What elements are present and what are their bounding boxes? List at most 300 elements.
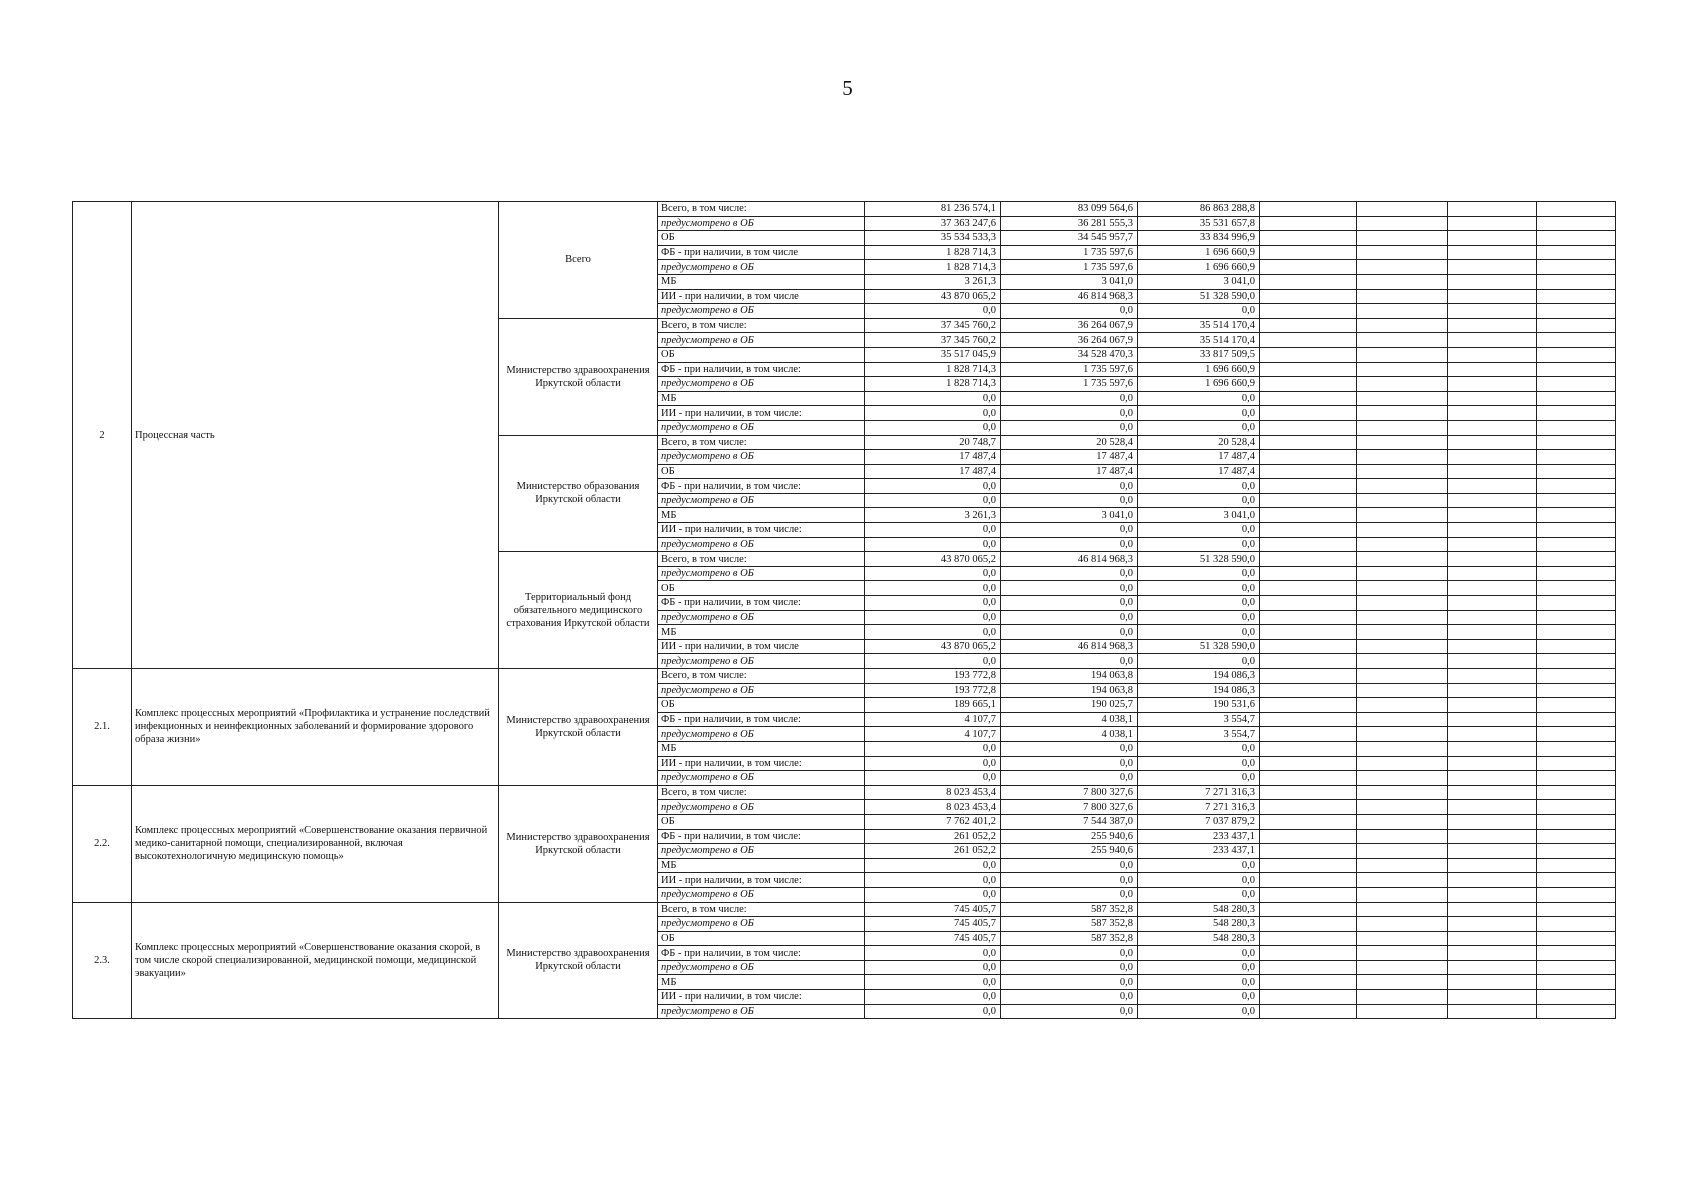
amount-cell: 7 800 327,6 (1001, 800, 1138, 815)
empty-cell (1357, 566, 1448, 581)
empty-cell (1357, 289, 1448, 304)
empty-cell (1448, 552, 1537, 567)
empty-cell (1448, 391, 1537, 406)
amount-cell: 4 038,1 (1001, 727, 1138, 742)
empty-cell (1448, 1004, 1537, 1019)
empty-cell (1448, 654, 1537, 669)
amount-cell: 1 828 714,3 (865, 245, 1001, 260)
empty-cell (1537, 683, 1616, 698)
amount-cell: 46 814 968,3 (1001, 289, 1138, 304)
empty-cell (1260, 450, 1357, 465)
amount-cell: 1 735 597,6 (1001, 377, 1138, 392)
empty-cell (1537, 873, 1616, 888)
funding-source-label: ОБ (658, 698, 865, 713)
empty-cell (1448, 508, 1537, 523)
funding-source-label: ИИ - при наличии, в том числе: (658, 756, 865, 771)
amount-cell: 3 261,3 (865, 508, 1001, 523)
table-row (73, 669, 1616, 684)
empty-cell (1357, 610, 1448, 625)
amount-cell: 0,0 (1001, 771, 1138, 786)
amount-cell: 0,0 (1138, 771, 1260, 786)
empty-cell (1448, 260, 1537, 275)
amount-cell: 0,0 (1138, 493, 1260, 508)
empty-cell (1448, 245, 1537, 260)
amount-cell: 0,0 (865, 946, 1001, 961)
empty-cell (1448, 420, 1537, 435)
amount-cell: 35 531 657,8 (1138, 216, 1260, 231)
empty-cell (1357, 712, 1448, 727)
empty-cell (1537, 347, 1616, 362)
empty-cell (1448, 712, 1537, 727)
empty-cell (1357, 902, 1448, 917)
amount-cell: 189 665,1 (865, 698, 1001, 713)
empty-cell (1260, 727, 1357, 742)
funding-source-label: МБ (658, 625, 865, 640)
funding-source-label: ФБ - при наличии, в том числе: (658, 596, 865, 611)
empty-cell (1260, 435, 1357, 450)
amount-cell: 0,0 (865, 523, 1001, 538)
empty-cell (1357, 245, 1448, 260)
amount-cell: 587 352,8 (1001, 931, 1138, 946)
funding-source-label: МБ (658, 508, 865, 523)
amount-cell: 0,0 (1001, 946, 1138, 961)
empty-cell (1357, 216, 1448, 231)
amount-cell: 34 528 470,3 (1001, 347, 1138, 362)
empty-cell (1260, 333, 1357, 348)
amount-cell: 193 772,8 (865, 683, 1001, 698)
amount-cell: 0,0 (1138, 304, 1260, 319)
amount-cell: 0,0 (1138, 858, 1260, 873)
empty-cell (1260, 887, 1357, 902)
amount-cell: 0,0 (1001, 858, 1138, 873)
empty-cell (1537, 391, 1616, 406)
empty-cell (1448, 304, 1537, 319)
amount-cell: 0,0 (865, 741, 1001, 756)
amount-cell: 745 405,7 (865, 931, 1001, 946)
amount-cell: 0,0 (1138, 581, 1260, 596)
empty-cell (1357, 581, 1448, 596)
empty-cell (1260, 362, 1357, 377)
amount-cell: 20 528,4 (1001, 435, 1138, 450)
empty-cell (1448, 274, 1537, 289)
funding-source-label: предусмотрено в ОБ (658, 887, 865, 902)
amount-cell: 7 271 316,3 (1138, 785, 1260, 800)
funding-source-label: ОБ (658, 931, 865, 946)
amount-cell: 51 328 590,0 (1138, 639, 1260, 654)
empty-cell (1448, 464, 1537, 479)
funding-source-label: Всего, в том числе: (658, 552, 865, 567)
amount-cell: 83 099 564,6 (1001, 202, 1138, 217)
amount-cell: 0,0 (865, 873, 1001, 888)
amount-cell: 37 363 247,6 (865, 216, 1001, 231)
amount-cell: 0,0 (865, 975, 1001, 990)
empty-cell (1448, 990, 1537, 1005)
amount-cell: 548 280,3 (1138, 917, 1260, 932)
empty-cell (1537, 362, 1616, 377)
amount-cell: 43 870 065,2 (865, 552, 1001, 567)
empty-cell (1537, 566, 1616, 581)
empty-cell (1448, 625, 1537, 640)
section-name: Процессная часть (132, 202, 499, 669)
amount-cell: 190 531,6 (1138, 698, 1260, 713)
empty-cell (1537, 493, 1616, 508)
funding-source-label: предусмотрено в ОБ (658, 727, 865, 742)
funding-source-label: МБ (658, 274, 865, 289)
empty-cell (1537, 537, 1616, 552)
empty-cell (1357, 435, 1448, 450)
empty-cell (1448, 289, 1537, 304)
amount-cell: 7 544 387,0 (1001, 814, 1138, 829)
amount-cell: 1 735 597,6 (1001, 362, 1138, 377)
amount-cell: 0,0 (1138, 975, 1260, 990)
empty-cell (1448, 800, 1537, 815)
empty-cell (1260, 493, 1357, 508)
funding-source-label: предусмотрено в ОБ (658, 610, 865, 625)
empty-cell (1260, 625, 1357, 640)
table-row (73, 902, 1616, 917)
funding-source-label: МБ (658, 391, 865, 406)
empty-cell (1537, 304, 1616, 319)
empty-cell (1448, 596, 1537, 611)
empty-cell (1357, 406, 1448, 421)
empty-cell (1357, 508, 1448, 523)
empty-cell (1357, 654, 1448, 669)
empty-cell (1357, 362, 1448, 377)
empty-cell (1357, 596, 1448, 611)
funding-source-label: ФБ - при наличии, в том числе (658, 245, 865, 260)
empty-cell (1260, 406, 1357, 421)
amount-cell: 0,0 (865, 654, 1001, 669)
amount-cell: 33 817 509,5 (1138, 347, 1260, 362)
empty-cell (1537, 231, 1616, 246)
empty-cell (1260, 245, 1357, 260)
empty-cell (1448, 931, 1537, 946)
funding-source-label: предусмотрено в ОБ (658, 566, 865, 581)
empty-cell (1537, 552, 1616, 567)
empty-cell (1537, 581, 1616, 596)
empty-cell (1357, 727, 1448, 742)
empty-cell (1357, 347, 1448, 362)
amount-cell: 37 345 760,2 (865, 318, 1001, 333)
empty-cell (1537, 902, 1616, 917)
funding-source-label: предусмотрено в ОБ (658, 844, 865, 859)
empty-cell (1537, 975, 1616, 990)
funding-source-label: предусмотрено в ОБ (658, 216, 865, 231)
empty-cell (1357, 639, 1448, 654)
amount-cell: 81 236 574,1 (865, 202, 1001, 217)
empty-cell (1448, 771, 1537, 786)
funding-source-label: ОБ (658, 464, 865, 479)
amount-cell: 194 063,8 (1001, 683, 1138, 698)
budget-body (73, 202, 1616, 1019)
empty-cell (1260, 391, 1357, 406)
amount-cell: 17 487,4 (865, 450, 1001, 465)
funding-source-label: предусмотрено в ОБ (658, 260, 865, 275)
funding-source-label: ОБ (658, 814, 865, 829)
empty-cell (1537, 858, 1616, 873)
amount-cell: 0,0 (1001, 610, 1138, 625)
empty-cell (1537, 610, 1616, 625)
amount-cell: 35 534 533,3 (865, 231, 1001, 246)
amount-cell: 0,0 (865, 581, 1001, 596)
empty-cell (1537, 245, 1616, 260)
funding-source-label: Всего, в том числе: (658, 902, 865, 917)
empty-cell (1357, 1004, 1448, 1019)
empty-cell (1357, 420, 1448, 435)
amount-cell: 0,0 (1138, 946, 1260, 961)
section-name: Комплекс процессных мероприятий «Совершенствование оказания скорой, в том числе скорой специализированной, медицинской помощи, медицинской эвакуации» (132, 902, 499, 1019)
empty-cell (1448, 581, 1537, 596)
amount-cell: 0,0 (1001, 566, 1138, 581)
empty-cell (1448, 450, 1537, 465)
empty-cell (1357, 931, 1448, 946)
funding-source-label: Всего, в том числе: (658, 785, 865, 800)
section-name: Комплекс процессных мероприятий «Профилактика и устранение последствий инфекционных и неинфекционных заболеваний и формирование здорового образа жизни» (132, 669, 499, 786)
amount-cell: 0,0 (865, 479, 1001, 494)
amount-cell: 261 052,2 (865, 844, 1001, 859)
amount-cell: 745 405,7 (865, 902, 1001, 917)
amount-cell: 46 814 968,3 (1001, 552, 1138, 567)
empty-cell (1537, 771, 1616, 786)
empty-cell (1260, 639, 1357, 654)
amount-cell: 0,0 (1001, 887, 1138, 902)
empty-cell (1260, 990, 1357, 1005)
amount-cell: 0,0 (1138, 420, 1260, 435)
budget-table (72, 201, 1616, 1019)
funding-source-label: предусмотрено в ОБ (658, 450, 865, 465)
funding-source-label: ИИ - при наличии, в том числе: (658, 406, 865, 421)
funding-source-label: ФБ - при наличии, в том числе: (658, 712, 865, 727)
empty-cell (1260, 829, 1357, 844)
amount-cell: 0,0 (1138, 960, 1260, 975)
amount-cell: 7 762 401,2 (865, 814, 1001, 829)
empty-cell (1260, 566, 1357, 581)
executor-name: Министерство здравоохранения Иркутской области (499, 902, 658, 1019)
empty-cell (1537, 960, 1616, 975)
empty-cell (1260, 858, 1357, 873)
funding-source-label: ФБ - при наличии, в том числе: (658, 829, 865, 844)
amount-cell: 35 517 045,9 (865, 347, 1001, 362)
amount-cell: 20 528,4 (1138, 435, 1260, 450)
executor-name: Министерство здравоохранения Иркутской области (499, 318, 658, 435)
amount-cell: 0,0 (1001, 873, 1138, 888)
empty-cell (1448, 202, 1537, 217)
funding-source-label: предусмотрено в ОБ (658, 493, 865, 508)
funding-source-label: ФБ - при наличии, в том числе: (658, 479, 865, 494)
empty-cell (1357, 523, 1448, 538)
amount-cell: 255 940,6 (1001, 829, 1138, 844)
amount-cell: 35 514 170,4 (1138, 333, 1260, 348)
funding-source-label: ОБ (658, 231, 865, 246)
amount-cell: 0,0 (1001, 596, 1138, 611)
empty-cell (1537, 202, 1616, 217)
amount-cell: 1 696 660,9 (1138, 245, 1260, 260)
amount-cell: 0,0 (1001, 990, 1138, 1005)
amount-cell: 0,0 (865, 537, 1001, 552)
table-row (73, 785, 1616, 800)
empty-cell (1537, 625, 1616, 640)
amount-cell: 17 487,4 (865, 464, 1001, 479)
funding-source-label: Всего, в том числе: (658, 669, 865, 684)
empty-cell (1357, 887, 1448, 902)
empty-cell (1260, 318, 1357, 333)
funding-source-label: предусмотрено в ОБ (658, 377, 865, 392)
amount-cell: 0,0 (1138, 479, 1260, 494)
empty-cell (1260, 304, 1357, 319)
empty-cell (1448, 698, 1537, 713)
empty-cell (1357, 800, 1448, 815)
empty-cell (1357, 479, 1448, 494)
amount-cell: 0,0 (865, 304, 1001, 319)
empty-cell (1260, 508, 1357, 523)
empty-cell (1537, 450, 1616, 465)
empty-cell (1357, 537, 1448, 552)
empty-cell (1448, 406, 1537, 421)
section-number: 2.1. (73, 669, 132, 786)
empty-cell (1260, 610, 1357, 625)
empty-cell (1260, 917, 1357, 932)
amount-cell: 190 025,7 (1001, 698, 1138, 713)
amount-cell: 3 554,7 (1138, 727, 1260, 742)
funding-source-label: ИИ - при наличии, в том числе (658, 639, 865, 654)
amount-cell: 0,0 (1138, 625, 1260, 640)
amount-cell: 0,0 (1138, 741, 1260, 756)
amount-cell: 0,0 (1001, 625, 1138, 640)
amount-cell: 35 514 170,4 (1138, 318, 1260, 333)
amount-cell: 37 345 760,2 (865, 333, 1001, 348)
section-name: Комплекс процессных мероприятий «Совершенствование оказания первичной медико-санитарной помощи, специализированной, включая высокотехнологичную медицинскую помощь» (132, 785, 499, 902)
empty-cell (1357, 756, 1448, 771)
funding-source-label: предусмотрено в ОБ (658, 917, 865, 932)
amount-cell: 3 041,0 (1138, 508, 1260, 523)
amount-cell: 548 280,3 (1138, 902, 1260, 917)
empty-cell (1260, 202, 1357, 217)
amount-cell: 36 264 067,9 (1001, 333, 1138, 348)
funding-source-label: ИИ - при наличии, в том числе: (658, 523, 865, 538)
amount-cell: 20 748,7 (865, 435, 1001, 450)
amount-cell: 233 437,1 (1138, 829, 1260, 844)
section-number: 2.2. (73, 785, 132, 902)
funding-source-label: предусмотрено в ОБ (658, 800, 865, 815)
empty-cell (1260, 756, 1357, 771)
empty-cell (1537, 639, 1616, 654)
amount-cell: 0,0 (1001, 741, 1138, 756)
empty-cell (1260, 800, 1357, 815)
empty-cell (1357, 377, 1448, 392)
amount-cell: 51 328 590,0 (1138, 289, 1260, 304)
empty-cell (1260, 683, 1357, 698)
amount-cell: 43 870 065,2 (865, 639, 1001, 654)
amount-cell: 194 086,3 (1138, 683, 1260, 698)
empty-cell (1448, 479, 1537, 494)
funding-source-label: предусмотрено в ОБ (658, 537, 865, 552)
empty-cell (1260, 946, 1357, 961)
amount-cell: 0,0 (865, 610, 1001, 625)
empty-cell (1537, 698, 1616, 713)
empty-cell (1537, 333, 1616, 348)
amount-cell: 0,0 (1001, 756, 1138, 771)
empty-cell (1448, 858, 1537, 873)
empty-cell (1357, 785, 1448, 800)
empty-cell (1260, 479, 1357, 494)
amount-cell: 0,0 (865, 887, 1001, 902)
empty-cell (1448, 231, 1537, 246)
empty-cell (1260, 741, 1357, 756)
amount-cell: 0,0 (1138, 406, 1260, 421)
amount-cell: 0,0 (1138, 566, 1260, 581)
amount-cell: 0,0 (1001, 391, 1138, 406)
empty-cell (1357, 391, 1448, 406)
empty-cell (1537, 887, 1616, 902)
amount-cell: 1 696 660,9 (1138, 362, 1260, 377)
amount-cell: 0,0 (1001, 537, 1138, 552)
empty-cell (1448, 829, 1537, 844)
amount-cell: 4 107,7 (865, 712, 1001, 727)
empty-cell (1357, 450, 1448, 465)
table-row (73, 202, 1616, 217)
amount-cell: 4 038,1 (1001, 712, 1138, 727)
empty-cell (1537, 741, 1616, 756)
amount-cell: 0,0 (865, 990, 1001, 1005)
empty-cell (1260, 523, 1357, 538)
empty-cell (1448, 610, 1537, 625)
empty-cell (1448, 917, 1537, 932)
empty-cell (1448, 873, 1537, 888)
empty-cell (1448, 669, 1537, 684)
empty-cell (1537, 931, 1616, 946)
amount-cell: 587 352,8 (1001, 902, 1138, 917)
amount-cell: 7 800 327,6 (1001, 785, 1138, 800)
amount-cell: 8 023 453,4 (865, 800, 1001, 815)
amount-cell: 0,0 (1001, 304, 1138, 319)
empty-cell (1260, 289, 1357, 304)
empty-cell (1357, 975, 1448, 990)
amount-cell: 0,0 (865, 391, 1001, 406)
empty-cell (1448, 902, 1537, 917)
amount-cell: 0,0 (1138, 1004, 1260, 1019)
empty-cell (1357, 873, 1448, 888)
empty-cell (1448, 741, 1537, 756)
empty-cell (1260, 873, 1357, 888)
empty-cell (1260, 274, 1357, 289)
empty-cell (1260, 902, 1357, 917)
empty-cell (1260, 596, 1357, 611)
amount-cell: 0,0 (865, 406, 1001, 421)
empty-cell (1448, 537, 1537, 552)
empty-cell (1537, 917, 1616, 932)
empty-cell (1537, 654, 1616, 669)
amount-cell: 17 487,4 (1138, 450, 1260, 465)
amount-cell: 3 261,3 (865, 274, 1001, 289)
empty-cell (1537, 406, 1616, 421)
empty-cell (1448, 814, 1537, 829)
empty-cell (1448, 946, 1537, 961)
empty-cell (1448, 639, 1537, 654)
empty-cell (1357, 318, 1448, 333)
empty-cell (1260, 1004, 1357, 1019)
amount-cell: 0,0 (1001, 420, 1138, 435)
empty-cell (1357, 771, 1448, 786)
empty-cell (1537, 829, 1616, 844)
funding-source-label: МБ (658, 741, 865, 756)
empty-cell (1537, 1004, 1616, 1019)
empty-cell (1448, 756, 1537, 771)
empty-cell (1357, 741, 1448, 756)
amount-cell: 0,0 (865, 566, 1001, 581)
amount-cell: 0,0 (865, 960, 1001, 975)
amount-cell: 193 772,8 (865, 669, 1001, 684)
empty-cell (1448, 377, 1537, 392)
